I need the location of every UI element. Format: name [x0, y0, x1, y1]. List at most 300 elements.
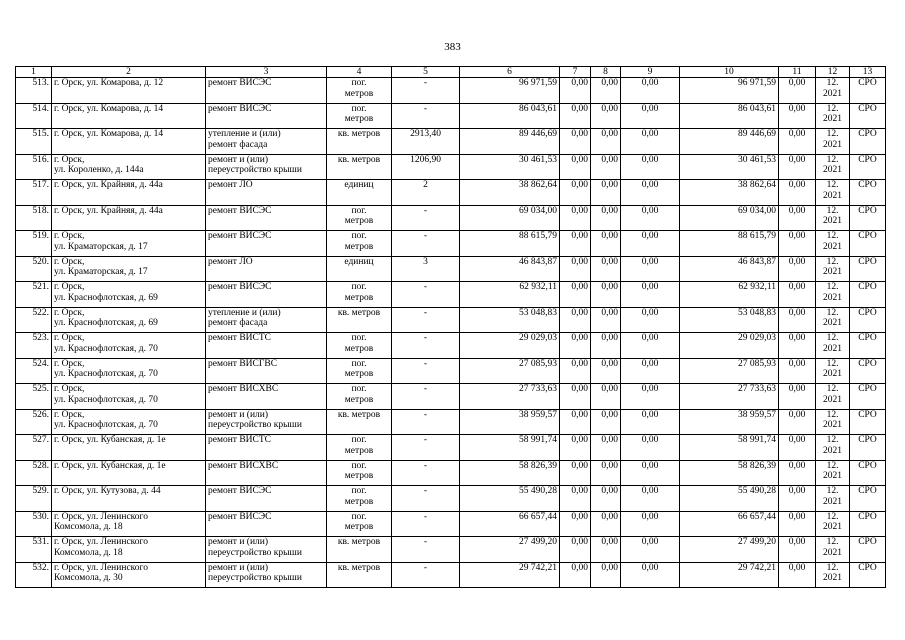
completion-date-cell: [816, 103, 850, 129]
quantity-cell: -: [392, 333, 460, 359]
unit-cell: [327, 333, 392, 359]
completion-date-cell-line: 12.: [826, 460, 839, 471]
address-cell-line: г. Орск, ул. Кутузова, д. 44: [54, 486, 161, 496]
col9-cell: 0,00: [621, 103, 680, 129]
method-cell: СРО: [850, 460, 886, 486]
completion-date-cell-line: 2021: [823, 343, 842, 354]
completion-date-cell-line: 12.: [826, 486, 839, 496]
work-type-cell-line: утепление и (или): [208, 307, 281, 318]
address-cell: [52, 435, 206, 461]
work-type-cell-line: ремонт фасада: [208, 318, 268, 328]
row-number: 521.: [16, 282, 52, 308]
completion-date-cell-line: 2021: [823, 88, 842, 99]
work-type-cell: [206, 78, 327, 104]
work-type-cell: [206, 282, 327, 308]
row-number: 526.: [16, 409, 52, 435]
address-cell: [52, 256, 206, 282]
col11-cell: 0,00: [779, 409, 816, 435]
work-type-cell: [206, 537, 327, 563]
method-cell: СРО: [850, 282, 886, 308]
table-row: [16, 537, 886, 563]
method-cell: СРО: [850, 78, 886, 104]
table-row: [16, 282, 886, 308]
completion-date-cell-line: 2021: [823, 522, 842, 532]
col7-cell: 0,00: [560, 384, 591, 410]
cost-total-cell: 30 461,53: [460, 154, 560, 180]
completion-date-cell-line: 12.: [826, 511, 839, 522]
method-cell: СРО: [850, 154, 886, 180]
unit-cell: [327, 78, 392, 104]
completion-date-cell-line: 12.: [826, 333, 839, 343]
col11-cell: 0,00: [779, 282, 816, 308]
address-cell: [52, 231, 206, 257]
row-number: 532.: [16, 562, 52, 588]
completion-date-cell-line: 12.: [826, 282, 839, 292]
completion-date-cell: [816, 256, 850, 282]
col8-cell: 0,00: [591, 537, 621, 563]
address-cell-line: г. Орск,: [54, 231, 85, 241]
method-cell: СРО: [850, 511, 886, 537]
unit-cell-line: метров: [344, 241, 374, 252]
address-cell: [52, 307, 206, 333]
cost-total-cell: 58 991,74: [460, 435, 560, 461]
col11-cell: 0,00: [779, 486, 816, 512]
work-type-cell-line: переустройство крыши: [208, 547, 302, 558]
unit-cell-line: пог.: [351, 333, 367, 343]
address-cell-line: г. Орск, ул. Комарова, д. 14: [54, 103, 164, 114]
col9-cell: 0,00: [621, 154, 680, 180]
address-cell: [52, 180, 206, 206]
unit-cell-line: пог.: [351, 486, 367, 496]
table-row: [16, 460, 886, 486]
work-type-cell-line: ремонт и (или): [208, 537, 269, 547]
row-number: 529.: [16, 486, 52, 512]
completion-date-cell-line: 2021: [823, 394, 842, 405]
table-row: [16, 231, 886, 257]
cost-total-cell: 88 615,79: [460, 231, 560, 257]
cost-fund-cell: 29 742,21: [680, 562, 779, 588]
col9-cell: 0,00: [621, 511, 680, 537]
method-cell: СРО: [850, 409, 886, 435]
completion-date-cell: [816, 154, 850, 180]
completion-date-cell-line: 12.: [826, 180, 839, 190]
cost-fund-cell: 38 959,57: [680, 409, 779, 435]
cost-total-cell: 86 043,61: [460, 103, 560, 129]
row-number: 527.: [16, 435, 52, 461]
quantity-cell: -: [392, 435, 460, 461]
method-cell: СРО: [850, 562, 886, 588]
cost-total-cell: 46 843,87: [460, 256, 560, 282]
col8-cell: 0,00: [591, 154, 621, 180]
completion-date-cell: [816, 384, 850, 410]
col11-cell: 0,00: [779, 180, 816, 206]
method-cell: СРО: [850, 486, 886, 512]
unit-cell: [327, 180, 392, 206]
address-cell-line: ул. Краснофлотская, д. 69: [54, 292, 158, 303]
unit-cell-line: метров: [344, 394, 374, 405]
address-cell: [52, 282, 206, 308]
cost-fund-cell: 66 657,44: [680, 511, 779, 537]
col8-cell: 0,00: [591, 333, 621, 359]
unit-cell-line: кв. метров: [337, 537, 381, 547]
work-type-cell-line: ремонт ЛО: [208, 180, 253, 190]
unit-cell: [327, 282, 392, 308]
column-header-13: 13: [850, 67, 886, 78]
column-header-5: 5: [392, 67, 460, 78]
table-row: [16, 154, 886, 180]
completion-date-cell-line: 2021: [823, 420, 842, 430]
address-cell: [52, 129, 206, 155]
work-type-cell-line: ремонт ВИСЭС: [208, 486, 272, 496]
cost-fund-cell: 46 843,87: [680, 256, 779, 282]
work-type-cell: [206, 358, 327, 384]
cost-fund-cell: 58 826,39: [680, 460, 779, 486]
unit-cell-line: единиц: [344, 256, 374, 267]
unit-cell-line: пог.: [351, 231, 367, 241]
quantity-cell: -: [392, 537, 460, 563]
col7-cell: 0,00: [560, 435, 591, 461]
method-cell: СРО: [850, 435, 886, 461]
completion-date-cell: [816, 333, 850, 359]
repair-register-table: [15, 66, 886, 588]
work-type-cell: [206, 460, 327, 486]
completion-date-cell: [816, 78, 850, 104]
row-number: 514.: [16, 103, 52, 129]
work-type-cell: [206, 205, 327, 231]
quantity-cell: -: [392, 511, 460, 537]
col11-cell: 0,00: [779, 333, 816, 359]
unit-cell: [327, 562, 392, 588]
col7-cell: 0,00: [560, 460, 591, 486]
quantity-cell: 2: [392, 180, 460, 206]
col11-cell: 0,00: [779, 537, 816, 563]
table-row: [16, 129, 886, 155]
work-type-cell: [206, 435, 327, 461]
cost-total-cell: 89 446,69: [460, 129, 560, 155]
unit-cell-line: пог.: [351, 435, 367, 445]
quantity-cell: -: [392, 562, 460, 588]
col7-cell: 0,00: [560, 256, 591, 282]
row-number: 522.: [16, 307, 52, 333]
unit-cell-line: кв. метров: [337, 154, 381, 165]
completion-date-cell-line: 2021: [823, 114, 842, 124]
cost-fund-cell: 89 446,69: [680, 129, 779, 155]
completion-date-cell-line: 2021: [823, 165, 842, 175]
cost-total-cell: 29 742,21: [460, 562, 560, 588]
completion-date-cell-line: 2021: [823, 369, 842, 379]
col11-cell: 0,00: [779, 154, 816, 180]
address-cell-line: г. Орск, ул. Крайняя, д. 44а: [54, 205, 163, 216]
cost-fund-cell: 86 043,61: [680, 103, 779, 129]
row-number: 530.: [16, 511, 52, 537]
address-cell-line: г. Орск, ул. Ленинского: [54, 511, 148, 522]
completion-date-cell-line: 12.: [826, 154, 839, 165]
column-header-12: 12: [816, 67, 850, 78]
work-type-cell-line: ремонт ВИСЭС: [208, 78, 272, 88]
unit-cell-line: метров: [344, 445, 374, 456]
unit-cell: [327, 307, 392, 333]
work-type-cell-line: ремонт и (или): [208, 409, 269, 420]
cost-fund-cell: 27 499,20: [680, 537, 779, 563]
work-type-cell-line: ремонт ВИСЭС: [208, 205, 272, 216]
unit-cell-line: метров: [344, 471, 374, 481]
address-cell-line: г. Орск, ул. Крайняя, д. 44а: [54, 180, 163, 190]
unit-cell: [327, 460, 392, 486]
column-header-10: 10: [680, 67, 779, 78]
col8-cell: 0,00: [591, 103, 621, 129]
col8-cell: 0,00: [591, 409, 621, 435]
col9-cell: 0,00: [621, 307, 680, 333]
address-cell-line: г. Орск,: [54, 307, 85, 318]
col9-cell: 0,00: [621, 180, 680, 206]
completion-date-cell-line: 12.: [826, 307, 839, 318]
address-cell-line: ул. Краснофлотская, д. 69: [54, 318, 158, 328]
unit-cell-line: метров: [344, 496, 374, 507]
unit-cell: [327, 358, 392, 384]
address-cell-line: г. Орск,: [54, 154, 85, 165]
completion-date-cell: [816, 486, 850, 512]
completion-date-cell-line: 12.: [826, 435, 839, 445]
completion-date-cell-line: 12.: [826, 205, 839, 216]
col11-cell: 0,00: [779, 307, 816, 333]
unit-cell-line: кв. метров: [337, 129, 381, 139]
cost-total-cell: 27 085,93: [460, 358, 560, 384]
row-number: 523.: [16, 333, 52, 359]
address-cell-line: ул. Краснофлотская, д. 70: [54, 394, 158, 405]
col11-cell: 0,00: [779, 435, 816, 461]
unit-cell-line: пог.: [351, 103, 367, 114]
col7-cell: 0,00: [560, 486, 591, 512]
unit-cell-line: кв. метров: [337, 307, 381, 318]
method-cell: СРО: [850, 384, 886, 410]
completion-date-cell: [816, 205, 850, 231]
address-cell-line: Комсомола, д. 18: [54, 522, 123, 532]
unit-cell: [327, 384, 392, 410]
col11-cell: 0,00: [779, 103, 816, 129]
col9-cell: 0,00: [621, 435, 680, 461]
method-cell: СРО: [850, 256, 886, 282]
work-type-cell: [206, 154, 327, 180]
completion-date-cell: [816, 435, 850, 461]
completion-date-cell-line: 12.: [826, 409, 839, 420]
row-number: 517.: [16, 180, 52, 206]
col8-cell: 0,00: [591, 562, 621, 588]
col8-cell: 0,00: [591, 460, 621, 486]
address-cell-line: г. Орск,: [54, 358, 85, 369]
col11-cell: 0,00: [779, 511, 816, 537]
work-type-cell: [206, 231, 327, 257]
address-cell-line: г. Орск,: [54, 256, 85, 267]
work-type-cell: [206, 333, 327, 359]
col8-cell: 0,00: [591, 511, 621, 537]
table-row: [16, 103, 886, 129]
row-number: 520.: [16, 256, 52, 282]
address-cell-line: ул. Краматорская, д. 17: [54, 241, 148, 252]
cost-fund-cell: 55 490,28: [680, 486, 779, 512]
completion-date-cell: [816, 358, 850, 384]
unit-cell: [327, 409, 392, 435]
col11-cell: 0,00: [779, 129, 816, 155]
work-type-cell: [206, 103, 327, 129]
row-number: 518.: [16, 205, 52, 231]
completion-date-cell-line: 2021: [823, 292, 842, 303]
table-row: [16, 78, 886, 104]
completion-date-cell-line: 2021: [823, 547, 842, 558]
col8-cell: 0,00: [591, 435, 621, 461]
cost-total-cell: 62 932,11: [460, 282, 560, 308]
completion-date-cell-line: 12.: [826, 129, 839, 139]
address-cell-line: г. Орск, ул. Комарова, д. 14: [54, 129, 164, 139]
address-cell-line: г. Орск, ул. Кубанская, д. 1е: [54, 460, 166, 471]
quantity-cell: -: [392, 409, 460, 435]
unit-cell-line: пог.: [351, 460, 367, 471]
table-row: [16, 256, 886, 282]
unit-cell: [327, 129, 392, 155]
col11-cell: 0,00: [779, 358, 816, 384]
completion-date-cell-line: 12.: [826, 256, 839, 267]
table-row: [16, 333, 886, 359]
address-cell: [52, 205, 206, 231]
row-number: 516.: [16, 154, 52, 180]
col7-cell: 0,00: [560, 409, 591, 435]
col8-cell: 0,00: [591, 307, 621, 333]
col7-cell: 0,00: [560, 205, 591, 231]
table-header: [16, 67, 886, 78]
unit-cell: [327, 435, 392, 461]
col9-cell: 0,00: [621, 460, 680, 486]
row-number: 531.: [16, 537, 52, 563]
row-number: 525.: [16, 384, 52, 410]
work-type-cell-line: переустройство крыши: [208, 420, 302, 430]
address-cell-line: г. Орск,: [54, 333, 85, 343]
address-cell: [52, 333, 206, 359]
unit-cell-line: пог.: [351, 358, 367, 369]
col9-cell: 0,00: [621, 256, 680, 282]
quantity-cell: -: [392, 460, 460, 486]
address-cell: [52, 460, 206, 486]
col9-cell: 0,00: [621, 409, 680, 435]
unit-cell: [327, 103, 392, 129]
col8-cell: 0,00: [591, 282, 621, 308]
address-cell-line: ул. Краснофлотская, д. 70: [54, 369, 158, 379]
completion-date-cell-line: 12.: [826, 103, 839, 114]
quantity-cell: -: [392, 282, 460, 308]
quantity-cell: -: [392, 307, 460, 333]
work-type-cell: [206, 129, 327, 155]
cost-fund-cell: 69 034,00: [680, 205, 779, 231]
cost-fund-cell: 29 029,03: [680, 333, 779, 359]
address-cell-line: г. Орск,: [54, 282, 85, 292]
quantity-cell: -: [392, 103, 460, 129]
cost-total-cell: 58 826,39: [460, 460, 560, 486]
col7-cell: 0,00: [560, 562, 591, 588]
table-row: [16, 307, 886, 333]
column-header-6: 6: [460, 67, 560, 78]
cost-fund-cell: 53 048,83: [680, 307, 779, 333]
col11-cell: 0,00: [779, 231, 816, 257]
method-cell: СРО: [850, 307, 886, 333]
cost-total-cell: 27 733,63: [460, 384, 560, 410]
col7-cell: 0,00: [560, 103, 591, 129]
cost-fund-cell: 58 991,74: [680, 435, 779, 461]
work-type-cell-line: ремонт ВИСЭС: [208, 103, 272, 114]
cost-total-cell: 96 971,59: [460, 78, 560, 104]
unit-cell: [327, 486, 392, 512]
cost-total-cell: 69 034,00: [460, 205, 560, 231]
col9-cell: 0,00: [621, 282, 680, 308]
address-cell-line: г. Орск, ул. Комарова, д. 12: [54, 78, 164, 88]
completion-date-cell-line: 2021: [823, 496, 842, 507]
work-type-cell-line: ремонт и (или): [208, 154, 269, 165]
unit-cell-line: пог.: [351, 384, 367, 394]
address-cell-line: г. Орск,: [54, 384, 85, 394]
cost-fund-cell: 38 862,64: [680, 180, 779, 206]
unit-cell-line: пог.: [351, 78, 367, 88]
address-cell: [52, 562, 206, 588]
completion-date-cell: [816, 537, 850, 563]
unit-cell-line: метров: [344, 114, 374, 124]
column-header-9: 9: [621, 67, 680, 78]
method-cell: СРО: [850, 103, 886, 129]
completion-date-cell: [816, 307, 850, 333]
completion-date-cell: [816, 511, 850, 537]
address-cell-line: Комсомола, д. 30: [54, 573, 123, 583]
work-type-cell-line: ремонт ВИСГВС: [208, 358, 278, 369]
completion-date-cell-line: 2021: [823, 445, 842, 456]
column-header-1: 1: [16, 67, 52, 78]
col9-cell: 0,00: [621, 358, 680, 384]
cost-total-cell: 66 657,44: [460, 511, 560, 537]
work-type-cell-line: переустройство крыши: [208, 165, 302, 175]
col7-cell: 0,00: [560, 78, 591, 104]
address-cell: [52, 154, 206, 180]
col11-cell: 0,00: [779, 460, 816, 486]
work-type-cell: [206, 180, 327, 206]
unit-cell-line: метров: [344, 216, 374, 226]
completion-date-cell-line: 2021: [823, 139, 842, 150]
col11-cell: 0,00: [779, 562, 816, 588]
work-type-cell: [206, 256, 327, 282]
col8-cell: 0,00: [591, 231, 621, 257]
column-header-4: 4: [327, 67, 392, 78]
column-header-7: 7: [560, 67, 591, 78]
unit-cell: [327, 537, 392, 563]
completion-date-cell-line: 2021: [823, 190, 842, 201]
method-cell: СРО: [850, 231, 886, 257]
col11-cell: 0,00: [779, 384, 816, 410]
unit-cell: [327, 511, 392, 537]
address-cell: [52, 384, 206, 410]
work-type-cell-line: ремонт фасада: [208, 139, 268, 150]
cost-total-cell: 53 048,83: [460, 307, 560, 333]
unit-cell-line: пог.: [351, 282, 367, 292]
row-number: 519.: [16, 231, 52, 257]
unit-cell: [327, 256, 392, 282]
unit-cell: [327, 154, 392, 180]
col7-cell: 0,00: [560, 333, 591, 359]
unit-cell-line: кв. метров: [337, 562, 381, 573]
cost-fund-cell: 88 615,79: [680, 231, 779, 257]
unit-cell-line: пог.: [351, 205, 367, 216]
col11-cell: 0,00: [779, 205, 816, 231]
completion-date-cell-line: 12.: [826, 358, 839, 369]
quantity-cell: -: [392, 358, 460, 384]
address-cell-line: г. Орск, ул. Ленинского: [54, 562, 148, 573]
col9-cell: 0,00: [621, 537, 680, 563]
address-cell-line: г. Орск, ул. Кубанская, д. 1е: [54, 435, 166, 445]
col9-cell: 0,00: [621, 486, 680, 512]
address-cell: [52, 409, 206, 435]
